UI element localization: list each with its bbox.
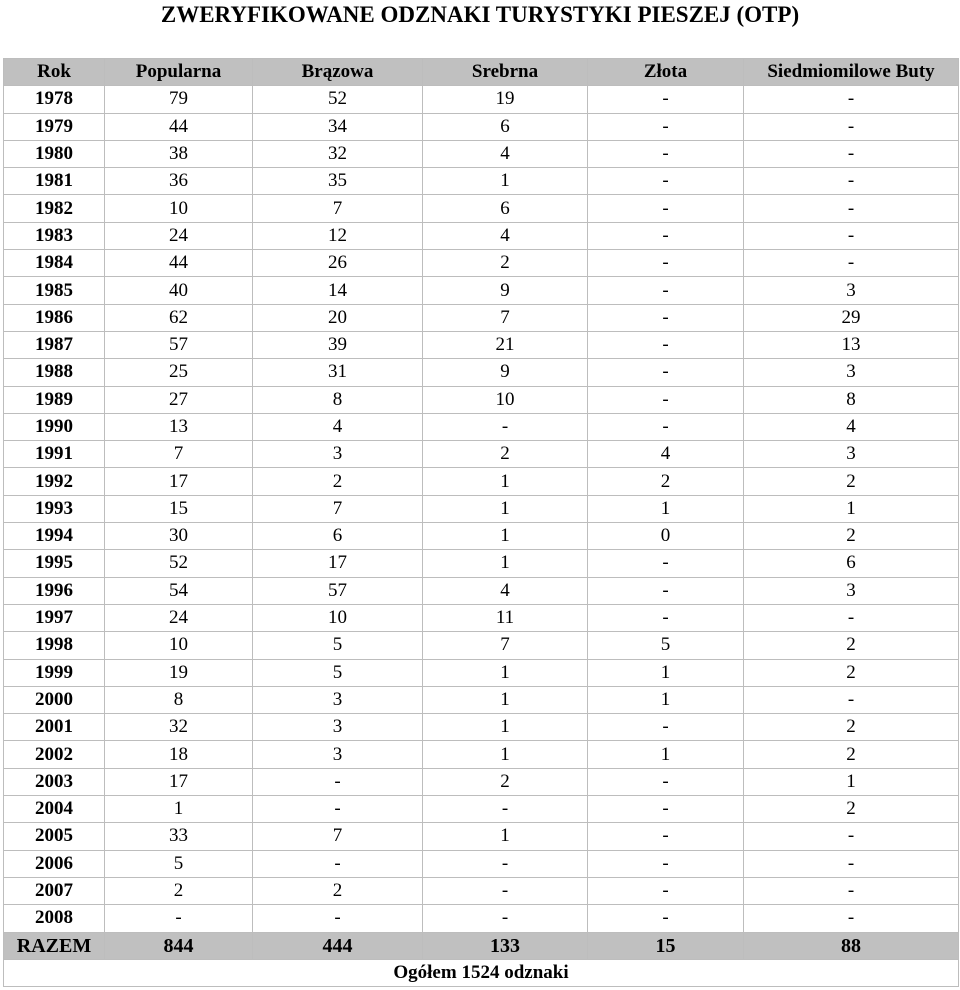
table-header-row [4,59,959,86]
cell-seven-league-boots: 3 [744,277,959,304]
cell-seven-league-boots: 6 [744,550,959,577]
cell-year: 1995 [4,550,105,577]
cell-gold: - [588,877,744,904]
cell-year: 1992 [4,468,105,495]
table-row [4,877,959,904]
cell-bronze: - [253,768,423,795]
cell-popular: 32 [105,714,253,741]
cell-gold: - [588,86,744,113]
cell-seven-league-boots: - [744,823,959,850]
cell-year: 1989 [4,386,105,413]
cell-seven-league-boots: 2 [744,468,959,495]
cell-bronze: 26 [253,250,423,277]
cell-popular: 57 [105,331,253,358]
cell-silver: 1 [423,741,588,768]
cell-seven-league-boots: - [744,113,959,140]
table-row [4,168,959,195]
cell-year: 1988 [4,359,105,386]
cell-year: 1999 [4,659,105,686]
table-row [4,359,959,386]
cell-silver: 19 [423,86,588,113]
table-row [4,659,959,686]
cell-gold: 1 [588,495,744,522]
cell-seven-league-boots: 2 [744,741,959,768]
cell-popular: 15 [105,495,253,522]
cell-bronze: 7 [253,195,423,222]
cell-silver: 2 [423,250,588,277]
table-row [4,222,959,249]
cell-silver: 2 [423,441,588,468]
cell-gold: - [588,768,744,795]
table-row [4,796,959,823]
cell-bronze: 34 [253,113,423,140]
cell-gold: - [588,222,744,249]
cell-year: 1997 [4,604,105,631]
cell-gold: 5 [588,632,744,659]
cell-popular: 30 [105,523,253,550]
table-row [4,413,959,440]
table-row [4,386,959,413]
table-row [4,331,959,358]
cell-gold: - [588,386,744,413]
cell-seven-league-boots: 29 [744,304,959,331]
cell-bronze: 17 [253,550,423,577]
table-row [4,823,959,850]
cell-popular: 25 [105,359,253,386]
cell-gold: 0 [588,523,744,550]
cell-seven-league-boots: 3 [744,577,959,604]
cell-silver: 11 [423,604,588,631]
cell-year: 2007 [4,877,105,904]
cell-silver: 6 [423,195,588,222]
cell-popular: 2 [105,877,253,904]
cell-gold: - [588,823,744,850]
cell-gold: - [588,413,744,440]
cell-silver: 7 [423,632,588,659]
cell-gold: - [588,195,744,222]
cell-seven-league-boots: - [744,140,959,167]
table-row [4,495,959,522]
cell-gold: 1 [588,686,744,713]
table-row [4,550,959,577]
total-label: RAZEM [4,932,105,959]
cell-gold: 1 [588,659,744,686]
cell-popular: 38 [105,140,253,167]
cell-popular: 27 [105,386,253,413]
cell-year: 1978 [4,86,105,113]
cell-popular: 36 [105,168,253,195]
cell-year: 1981 [4,168,105,195]
cell-popular: 8 [105,686,253,713]
column-header-year: Rok [4,59,105,86]
cell-seven-league-boots: - [744,195,959,222]
cell-gold: 2 [588,468,744,495]
cell-bronze: - [253,796,423,823]
cell-bronze: 3 [253,741,423,768]
cell-gold: - [588,577,744,604]
cell-popular: 24 [105,604,253,631]
cell-silver: - [423,850,588,877]
cell-popular: 79 [105,86,253,113]
cell-popular: 44 [105,250,253,277]
cell-gold: - [588,850,744,877]
cell-popular: 19 [105,659,253,686]
column-header-popular: Popularna [105,59,253,86]
cell-bronze: 2 [253,468,423,495]
cell-bronze: 12 [253,222,423,249]
cell-popular: 18 [105,741,253,768]
cell-popular: 10 [105,632,253,659]
cell-bronze: 32 [253,140,423,167]
table-body [4,86,959,932]
cell-silver: 1 [423,823,588,850]
cell-year: 1996 [4,577,105,604]
cell-gold: - [588,140,744,167]
column-header-bronze: Brązowa [253,59,423,86]
cell-bronze: 39 [253,331,423,358]
cell-bronze: 10 [253,604,423,631]
cell-gold: 1 [588,741,744,768]
cell-gold: - [588,714,744,741]
cell-popular: 13 [105,413,253,440]
grand-total-row [4,959,959,986]
cell-seven-league-boots: - [744,250,959,277]
cell-seven-league-boots: - [744,850,959,877]
cell-silver: 4 [423,577,588,604]
cell-gold: - [588,604,744,631]
total-bronze: 444 [253,932,423,959]
cell-year: 1984 [4,250,105,277]
cell-gold: - [588,277,744,304]
cell-year: 2002 [4,741,105,768]
cell-year: 2008 [4,905,105,932]
column-header-gold: Złota [588,59,744,86]
cell-bronze: 31 [253,359,423,386]
cell-gold: - [588,304,744,331]
cell-silver: 1 [423,686,588,713]
table-row [4,140,959,167]
total-silver: 133 [423,932,588,959]
cell-silver: - [423,413,588,440]
cell-year: 2005 [4,823,105,850]
cell-popular: 24 [105,222,253,249]
table-row [4,304,959,331]
cell-seven-league-boots: 3 [744,441,959,468]
cell-seven-league-boots: 1 [744,495,959,522]
cell-popular: 1 [105,796,253,823]
cell-silver: 4 [423,222,588,249]
cell-year: 1985 [4,277,105,304]
cell-seven-league-boots: 8 [744,386,959,413]
cell-silver: 6 [423,113,588,140]
total-gold: 15 [588,932,744,959]
table-row [4,577,959,604]
cell-gold: - [588,796,744,823]
cell-seven-league-boots: - [744,222,959,249]
cell-seven-league-boots: 2 [744,632,959,659]
cell-silver: 21 [423,331,588,358]
total-row [4,932,959,959]
total-seven-league-boots: 88 [744,932,959,959]
cell-silver: 9 [423,277,588,304]
cell-seven-league-boots: - [744,686,959,713]
cell-bronze: 8 [253,386,423,413]
cell-bronze: 3 [253,714,423,741]
cell-year: 1990 [4,413,105,440]
cell-year: 1979 [4,113,105,140]
cell-silver: - [423,905,588,932]
cell-silver: 1 [423,550,588,577]
cell-year: 1991 [4,441,105,468]
cell-seven-league-boots: - [744,877,959,904]
cell-popular: 10 [105,195,253,222]
cell-popular: 7 [105,441,253,468]
cell-gold: - [588,331,744,358]
cell-silver: 1 [423,659,588,686]
cell-seven-league-boots: 2 [744,659,959,686]
cell-silver: 9 [423,359,588,386]
cell-bronze: 57 [253,577,423,604]
cell-popular: 44 [105,113,253,140]
cell-popular: 54 [105,577,253,604]
cell-popular: 5 [105,850,253,877]
table-row [4,277,959,304]
cell-gold: - [588,250,744,277]
cell-popular: - [105,905,253,932]
table-row [4,113,959,140]
cell-gold: - [588,168,744,195]
cell-bronze: 3 [253,686,423,713]
cell-year: 1998 [4,632,105,659]
cell-bronze: 4 [253,413,423,440]
table-row [4,686,959,713]
cell-year: 2003 [4,768,105,795]
cell-bronze: 52 [253,86,423,113]
table-row [4,850,959,877]
table-row [4,250,959,277]
table-row [4,768,959,795]
cell-gold: 4 [588,441,744,468]
column-header-seven-league-boots: Siedmiomilowe Buty [744,59,959,86]
cell-seven-league-boots: - [744,168,959,195]
cell-year: 2006 [4,850,105,877]
cell-bronze: 5 [253,632,423,659]
table-row [4,714,959,741]
cell-bronze: 3 [253,441,423,468]
cell-gold: - [588,550,744,577]
badges-table [3,58,959,987]
cell-year: 1986 [4,304,105,331]
cell-silver: - [423,877,588,904]
cell-gold: - [588,113,744,140]
cell-year: 1993 [4,495,105,522]
table-row [4,523,959,550]
cell-silver: 1 [423,168,588,195]
cell-year: 2000 [4,686,105,713]
cell-silver: 2 [423,768,588,795]
cell-gold: - [588,905,744,932]
cell-year: 2001 [4,714,105,741]
cell-popular: 40 [105,277,253,304]
cell-gold: - [588,359,744,386]
cell-year: 1982 [4,195,105,222]
cell-year: 1983 [4,222,105,249]
cell-seven-league-boots: 4 [744,413,959,440]
table-row [4,632,959,659]
cell-popular: 52 [105,550,253,577]
cell-silver: 7 [423,304,588,331]
cell-seven-league-boots: - [744,604,959,631]
grand-total: Ogółem 1524 odznaki [4,959,959,986]
cell-bronze: 2 [253,877,423,904]
page-title: ZWERYFIKOWANE ODZNAKI TURYSTYKI PIESZEJ (OTP) [160,2,800,27]
cell-bronze: 7 [253,823,423,850]
cell-silver: 10 [423,386,588,413]
cell-bronze: - [253,905,423,932]
cell-silver: - [423,796,588,823]
cell-bronze: 5 [253,659,423,686]
table-row [4,604,959,631]
cell-year: 1987 [4,331,105,358]
column-header-silver: Srebrna [423,59,588,86]
cell-popular: 33 [105,823,253,850]
cell-silver: 1 [423,714,588,741]
cell-bronze: 35 [253,168,423,195]
cell-seven-league-boots: 2 [744,523,959,550]
cell-silver: 1 [423,495,588,522]
cell-silver: 4 [423,140,588,167]
cell-popular: 62 [105,304,253,331]
cell-bronze: - [253,850,423,877]
table-row [4,86,959,113]
cell-year: 2004 [4,796,105,823]
cell-seven-league-boots: 13 [744,331,959,358]
cell-year: 1980 [4,140,105,167]
cell-bronze: 6 [253,523,423,550]
cell-popular: 17 [105,768,253,795]
cell-seven-league-boots: 3 [744,359,959,386]
cell-popular: 17 [105,468,253,495]
cell-bronze: 20 [253,304,423,331]
cell-seven-league-boots: 2 [744,796,959,823]
cell-silver: 1 [423,523,588,550]
cell-seven-league-boots: 2 [744,714,959,741]
cell-bronze: 14 [253,277,423,304]
table-row [4,195,959,222]
cell-silver: 1 [423,468,588,495]
table-row [4,441,959,468]
cell-seven-league-boots: - [744,86,959,113]
table-row [4,741,959,768]
cell-year: 1994 [4,523,105,550]
cell-bronze: 7 [253,495,423,522]
cell-seven-league-boots: - [744,905,959,932]
cell-seven-league-boots: 1 [744,768,959,795]
table-row [4,468,959,495]
total-popular: 844 [105,932,253,959]
table-row [4,905,959,932]
